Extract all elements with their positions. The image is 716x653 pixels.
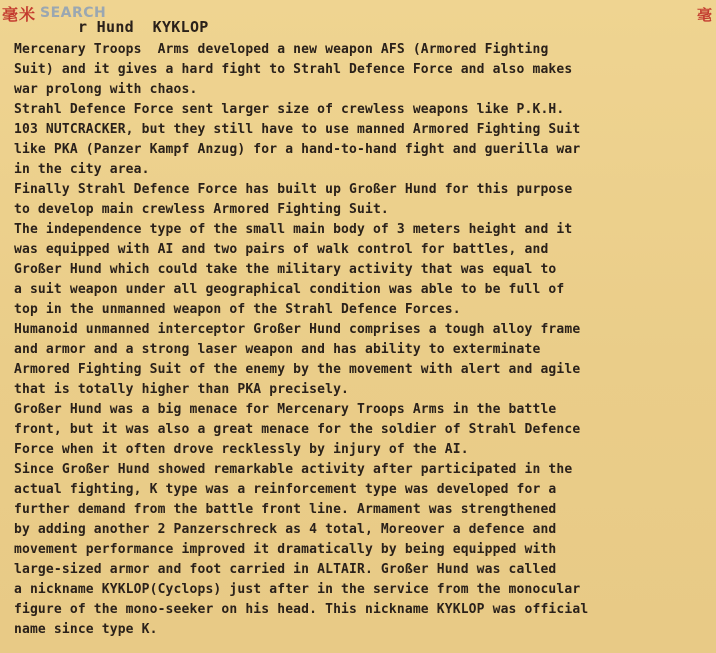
text-line: Finally Strahl Defence Force has built up Großer Hund for this purpose	[14, 182, 573, 197]
watermark-logo: 毫米	[2, 4, 37, 24]
text-line: Force when it often drove recklessly by injury of the AI.	[14, 442, 469, 457]
text-line: Mercenary Troops Arms developed a new weapon AFS (Armored Fighting	[14, 42, 549, 57]
text-line: Armored Fighting Suit of the enemy by the movement with alert and agile	[14, 362, 581, 377]
watermark-search-text: SEARCH	[40, 5, 107, 21]
text-line: like PKA (Panzer Kampf Anzug) for a hand-to-hand fight and guerilla war	[14, 142, 581, 157]
text-line: Großer Hund which could take the military activity that was equal to	[14, 262, 557, 277]
text-line: by adding another 2 Panzerschreck as 4 total, Moreover a defence and	[14, 522, 557, 537]
text-line: Strahl Defence Force sent larger size of crewless weapons like P.K.H.	[14, 102, 565, 117]
text-line: a nickname KYKLOP(Cyclops) just after in the service from the monocular	[14, 582, 581, 597]
text-line: further demand from the battle front line. Armament was strengthened	[14, 502, 557, 517]
text-line: 103 NUTCRACKER, but they still have to use manned Armored Fighting Suit	[14, 122, 581, 137]
text-line: in the city area.	[14, 162, 150, 177]
text-line: a suit weapon under all geographical condition was able to be full of	[14, 282, 565, 297]
text-line: Since Großer Hund showed remarkable activity after participated in the	[14, 462, 573, 477]
text-line: and armor and a strong laser weapon and has ability to exterminate	[14, 342, 541, 357]
text-line: The independence type of the small main body of 3 meters height and it	[14, 222, 573, 237]
text-line: Humanoid unmanned interceptor Großer Hund comprises a tough alloy frame	[14, 322, 581, 337]
text-line: Suit) and it gives a hard fight to Strahl Defence Force and also makes	[14, 62, 573, 77]
text-line: figure of the mono-seeker on his head. This nickname KYKLOP was official	[14, 602, 589, 617]
text-line: war prolong with chaos.	[14, 82, 198, 97]
text-line: large-sized armor and foot carried in ALTAIR. Großer Hund was called	[14, 562, 557, 577]
text-line: actual fighting, K type was a reinforcement type was developed for a	[14, 482, 557, 497]
text-line: name since type K.	[14, 622, 158, 637]
text-line: to develop main crewless Armored Fighting Suit.	[14, 202, 389, 217]
document-title: r Hund KYKLOP	[78, 18, 209, 36]
text-line: was equipped with AI and two pairs of walk control for battles, and	[14, 242, 549, 257]
document-body	[14, 40, 714, 640]
text-line: movement performance improved it dramatically by being equipped with	[14, 542, 557, 557]
text-line: that is totally higher than PKA precisely.	[14, 382, 350, 397]
text-line: top in the unmanned weapon of the Strahl Defence Forces.	[14, 302, 461, 317]
text-line: front, but it was also a great menace for the soldier of Strahl Defence	[14, 422, 581, 437]
text-line: Großer Hund was a big menace for Mercenary Troops Arms in the battle	[14, 402, 557, 417]
watermark-side-logo: 毫	[696, 6, 712, 24]
